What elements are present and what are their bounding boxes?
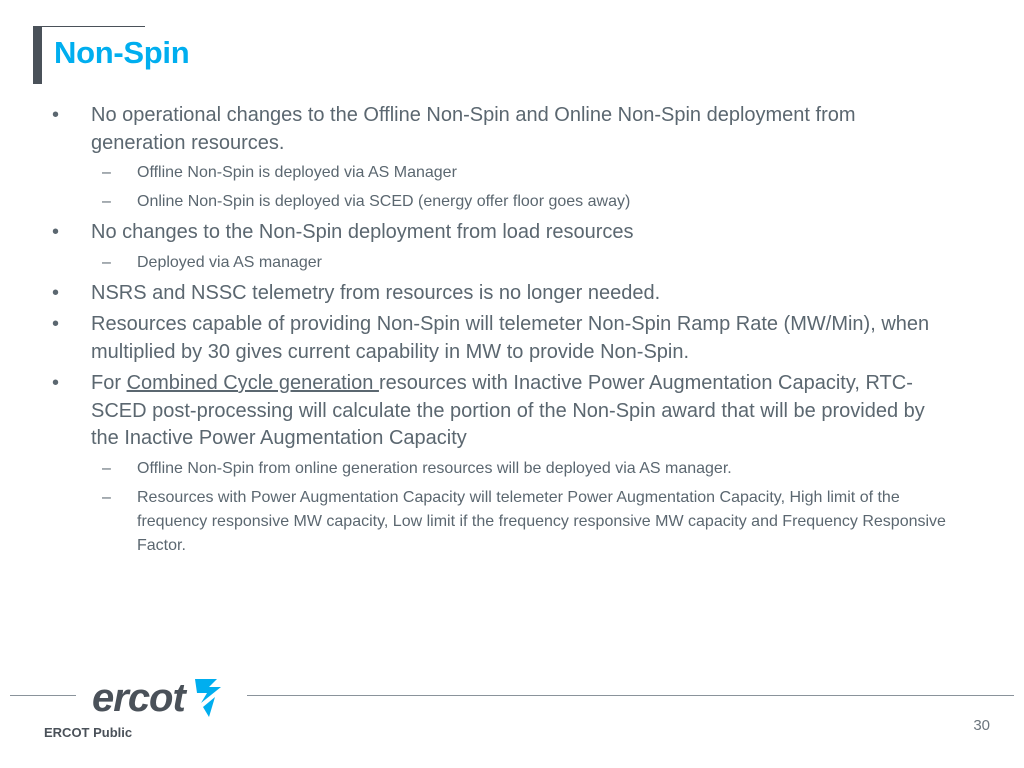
- sub-bullet-text: Offline Non-Spin from online generation resources will be deployed via AS manager.: [137, 459, 732, 477]
- sub-bullet-marker: –: [102, 164, 111, 181]
- ercot-logo: [92, 670, 227, 726]
- bullet-text-post: resources with Inactive Power Augmentation Capacity, RTC-SCED post-processing will calculate the portion of the Non-Spin award that will be provided by the Inactive Power Augmentation Capacity: [91, 372, 925, 449]
- bullet-marker: •: [52, 221, 60, 243]
- combined-cycle-link[interactable]: Combined Cycle generation: [126, 372, 379, 394]
- bullet-text: NSRS and NSSC telemetry from resources is no longer needed.: [91, 281, 661, 304]
- texas-star-icon: [187, 673, 227, 723]
- sub-bullet-marker: –: [102, 253, 111, 271]
- sub-bullet-marker: –: [102, 488, 111, 506]
- bullet-marker: •: [52, 104, 60, 126]
- logo-wordmark: ercot: [92, 675, 185, 720]
- bullet-item: [52, 219, 952, 247]
- slide-content: [52, 102, 952, 563]
- sub-bullet-marker: –: [102, 459, 111, 477]
- bullet-marker: •: [52, 313, 60, 335]
- bullet-item: [52, 311, 952, 366]
- bullet-text: No changes to the Non-Spin deployment from load resources: [91, 221, 634, 243]
- bullet-text: No operational changes to the Offline Non-Spin and Online Non-Spin deployment from generation resources.: [91, 104, 856, 154]
- slide-title: Non-Spin: [54, 35, 190, 70]
- sub-bullet-item: [52, 161, 952, 185]
- footer-classification: ERCOT Public: [44, 725, 133, 740]
- footer-divider-right: [247, 695, 1014, 696]
- page-number: 30: [973, 717, 990, 734]
- bullet-marker: •: [52, 372, 60, 394]
- bullet-text: Resources capable of providing Non-Spin will telemeter Non-Spin Ramp Rate (MW/Min), when multiplied by 30 gives current capability in MW to provide Non-Spin.: [91, 313, 930, 363]
- bullet-item: [52, 280, 952, 308]
- bullet-item: [52, 102, 952, 157]
- sub-bullet-text: Deployed via AS manager: [137, 253, 322, 271]
- title-accent-bar: [33, 26, 42, 84]
- footer-divider-left: [10, 695, 76, 696]
- sub-bullet-item: [52, 190, 952, 214]
- bullet-text-pre: For: [91, 372, 127, 394]
- bullet-item: [52, 370, 952, 453]
- sub-bullet-item: [52, 251, 952, 275]
- sub-bullet-item: [52, 457, 952, 481]
- sub-bullet-text: Resources with Power Augmentation Capacity will telemeter Power Augmentation Capacity, High limit of the frequency responsive MW capacity, Low limit if the frequency responsive MW capacity and Frequency Responsive Factor.: [137, 488, 946, 554]
- sub-bullet-text: Online Non-Spin is deployed via SCED (energy offer floor goes away): [137, 193, 631, 210]
- bullet-marker: •: [52, 281, 60, 304]
- sub-bullet-text: Offline Non-Spin is deployed via AS Manager: [137, 164, 457, 181]
- sub-bullet-item: [52, 486, 952, 558]
- title-accent-line: [33, 26, 145, 27]
- sub-bullet-marker: –: [102, 193, 111, 210]
